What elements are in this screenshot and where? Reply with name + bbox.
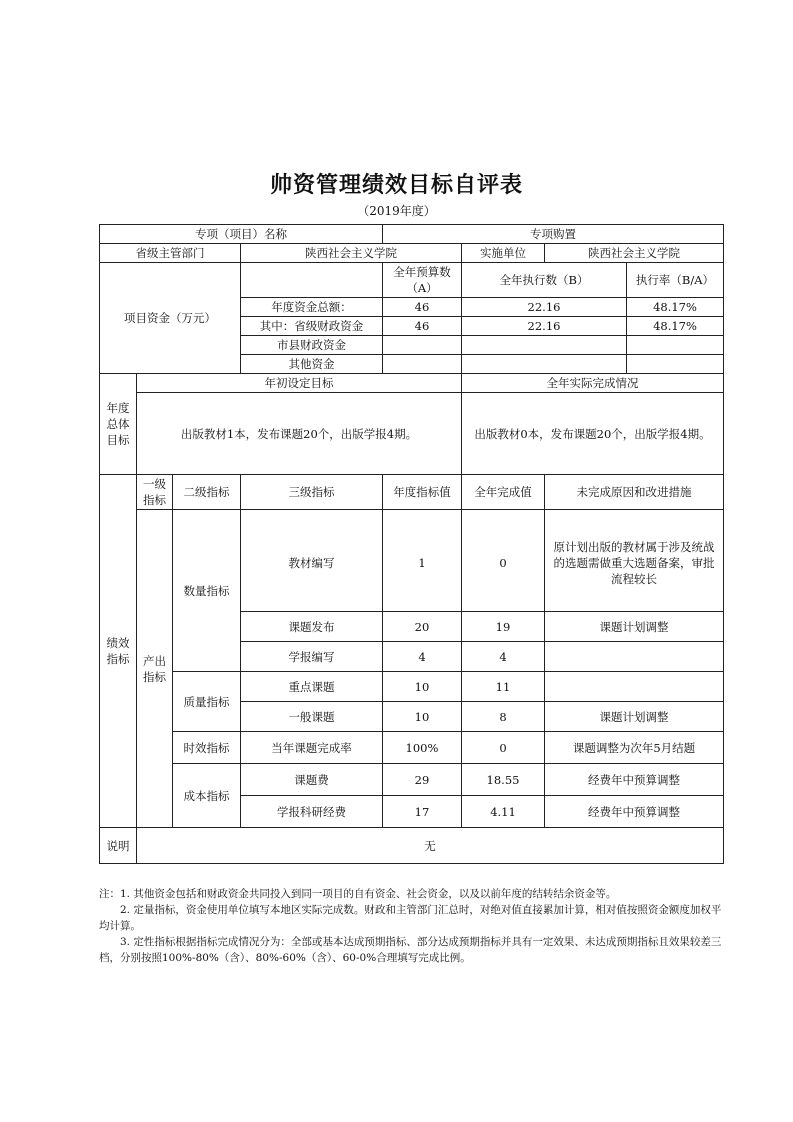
- funds-col-budget: 全年预算数（A）: [383, 263, 462, 298]
- perf-row-name: 课题发布: [241, 612, 383, 642]
- page-subtitle: （2019年度）: [357, 204, 436, 218]
- perf-row-reason: 课题调整为次年5月结题: [545, 732, 724, 764]
- funds-col-rate: 执行率（B/A）: [627, 263, 724, 298]
- impl-unit-value: 陕西社会主义学院: [545, 244, 724, 263]
- funds-row-budget: 46: [383, 298, 462, 317]
- perf-row-target: 1: [383, 516, 462, 612]
- perf-group-qty: 数量指标: [173, 510, 241, 672]
- funds-row-exec: 22.16: [462, 317, 627, 336]
- perf-row-target: 10: [383, 702, 462, 732]
- page-title: 帅资管理绩效目标自评表: [269, 172, 523, 198]
- perf-row-name: 当年课题完成率: [241, 732, 383, 764]
- funds-row-budget: [383, 336, 462, 355]
- perf-row-name: 教材编写: [241, 516, 383, 612]
- perf-row-name: 学报科研经费: [241, 796, 383, 828]
- perf-row-name: 一般课题: [241, 702, 383, 732]
- funds-row-budget: 46: [383, 317, 462, 336]
- funds-row-label: 市县财政资金: [241, 336, 383, 355]
- perf-row-reason: 原计划出版的教材属于涉及统战的选题需做重大选题备案，审批流程较长: [545, 516, 724, 612]
- funds-row-budget: [383, 355, 462, 374]
- perf-row-actual: 0: [462, 516, 545, 612]
- goals-actual-label: 全年实际完成情况: [462, 374, 724, 393]
- perf-l1: 产出指标: [137, 510, 173, 828]
- perf-row-reason: 经费年中预算调整: [545, 764, 724, 796]
- funds-row-rate: [627, 336, 724, 355]
- perf-h3: 三级指标: [241, 475, 383, 510]
- perf-row-actual: 18.55: [462, 764, 545, 796]
- perf-row-target: 20: [383, 612, 462, 642]
- goals-actual-text: 出版教材0本，发布课题20个，出版学报4期。: [462, 393, 724, 475]
- impl-unit-label: 实施单位: [462, 244, 545, 263]
- funds-row-exec: [462, 355, 627, 374]
- perf-h1: 一级指标: [137, 475, 173, 510]
- perf-row-actual: 4: [462, 642, 545, 672]
- goals-planned-text: 出版教材1本，发布课题20个，出版学报4期。: [137, 393, 462, 475]
- perf-row-target: 10: [383, 672, 462, 702]
- perf-row-reason: [545, 672, 724, 702]
- goals-planned-label: 年初设定目标: [137, 374, 462, 393]
- remark-value: 无: [137, 828, 724, 864]
- perf-row-actual: 19: [462, 612, 545, 642]
- perf-row-actual: 11: [462, 672, 545, 702]
- perf-h2: 二级指标: [173, 475, 241, 510]
- funds-row-label: 其他资金: [241, 355, 383, 374]
- perf-row-reason: [545, 642, 724, 672]
- perf-row-name: 学报编写: [241, 642, 383, 672]
- funds-row-rate: [627, 355, 724, 374]
- funds-label: 项目资金（万元）: [100, 263, 241, 374]
- funds-row-exec: 22.16: [462, 298, 627, 317]
- perf-row-target: 100%: [383, 732, 462, 764]
- footnotes: [99, 886, 723, 966]
- perf-row-target: 17: [383, 796, 462, 828]
- goals-label: 年度总体目标: [100, 374, 137, 475]
- funds-row-rate: 48.17%: [627, 317, 724, 336]
- perf-row-reason: 课题计划调整: [545, 612, 724, 642]
- perf-group-quality: 质量指标: [173, 672, 241, 732]
- perf-label: 绩效指标: [100, 475, 137, 828]
- perf-row-actual: 4.11: [462, 796, 545, 828]
- remark-label: 说明: [100, 828, 137, 864]
- evaluation-table: [99, 224, 724, 864]
- perf-group-time: 时效指标: [173, 732, 241, 764]
- perf-row-reason: 经费年中预算调整: [545, 796, 724, 828]
- perf-row-target: 29: [383, 764, 462, 796]
- perf-row-name: 课题费: [241, 764, 383, 796]
- funds-row-rate: 48.17%: [627, 298, 724, 317]
- perf-h6: 未完成原因和改进措施: [545, 475, 724, 510]
- funds-row-exec: [462, 336, 627, 355]
- footnote-2: 2. 定量指标，资金使用单位填写本地区实际完成数。财政和主管部门汇总时，对绝对值直接累加计算，相对值按照资金额度加权平均计算。: [99, 904, 722, 932]
- perf-row-actual: 8: [462, 702, 545, 732]
- funds-row-label: 年度资金总额：: [241, 298, 383, 317]
- perf-h5: 全年完成值: [462, 475, 545, 510]
- perf-row-target: 4: [383, 642, 462, 672]
- funds-empty-header: [241, 263, 383, 298]
- funds-row-label: 其中：省级财政资金: [241, 317, 383, 336]
- dept-value: 陕西社会主义学院: [241, 244, 462, 263]
- perf-group-cost: 成本指标: [173, 764, 241, 828]
- dept-label: 省级主管部门: [100, 244, 241, 263]
- perf-row-actual: 0: [462, 732, 545, 764]
- project-name-value: 专项购置: [383, 225, 724, 244]
- funds-col-exec: 全年执行数（B）: [462, 263, 627, 298]
- footnote-3: 3. 定性指标根据指标完成情况分为：全部或基本达成预期指标、部分达成预期指标并具有一定效果、未达成预期指标且效果较差三档，分别按照100%-80%（含）、80%-60%（含）、60-0%合理填写完成比例。: [99, 936, 722, 964]
- perf-h4: 年度指标值: [383, 475, 462, 510]
- project-name-label: 专项（项目）名称: [100, 225, 383, 244]
- perf-row-name: 重点课题: [241, 672, 383, 702]
- footnote-1: 注：1. 其他资金包括和财政资金共同投入到同一项目的自有资金、社会资金，以及以前年度的结转结余资金等。: [99, 888, 617, 900]
- perf-row-reason: 课题计划调整: [545, 702, 724, 732]
